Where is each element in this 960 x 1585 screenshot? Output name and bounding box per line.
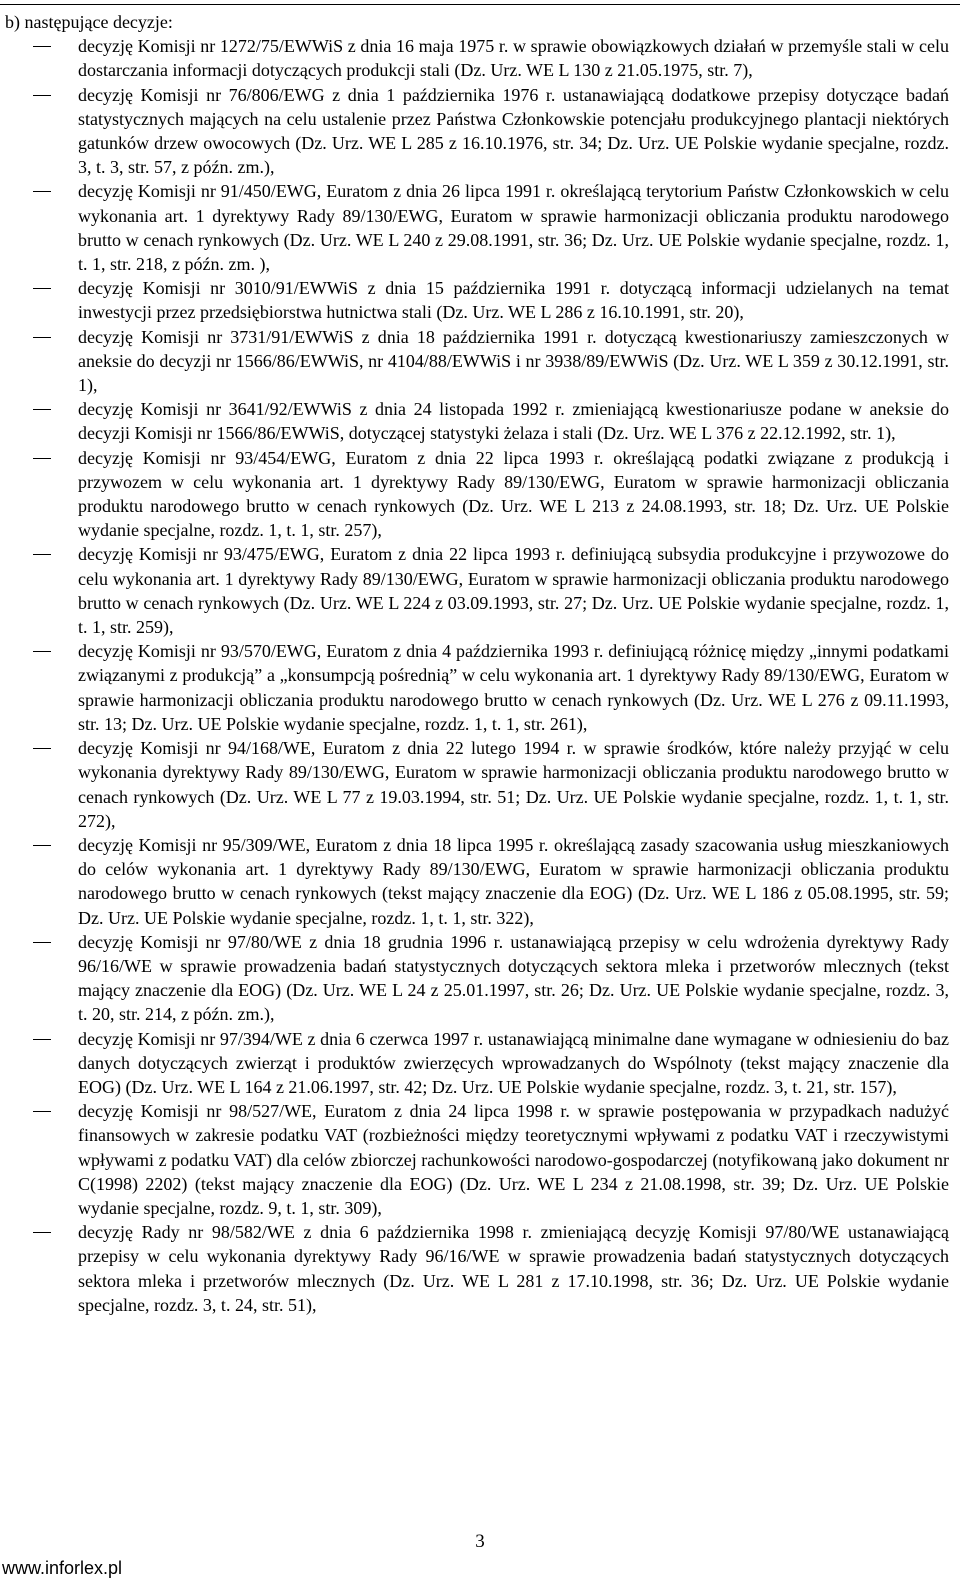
dash-bullet-icon — [33, 942, 51, 943]
list-item-text: decyzję Komisji nr 97/394/WE z dnia 6 czerwca 1997 r. ustanawiającą minimalne dane wymagane w odniesieniu do baz danych dotyczących zwierząt i produktów zwierzęcych wprowadzanych do Wspólnoty (tekst mający znaczenie dla EOG) (Dz. Urz. WE L 164 z 21.06.1997, str. 42; Dz. Urz. UE Polskie wydanie specjalne, rozdz. 3, t. 21, str. 157), — [78, 1028, 949, 1097]
dash-bullet-icon — [33, 845, 51, 846]
list-item — [5, 736, 949, 833]
list-item-text: decyzję Komisji nr 3731/91/EWWiS z dnia 18 października 1991 r. dotyczącą kwestionariuszy zamieszczonych w aneksie do decyzji nr 1566/86/EWWiS, nr 4104/88/EWWiS i nr 3938/89/EWWiS (Dz. Urz. WE L 359 z 30.12.1991, str. 1), — [78, 326, 949, 396]
footer-source-link[interactable]: www.inforlex.pl — [2, 1558, 123, 1578]
list-item-text: decyzję Komisji nr 91/450/EWG, Euratom z dnia 26 lipca 1991 r. określającą terytorium Państw Członkowskich w celu wykonania art. 1 dyrektywy Rady 89/130/EWG, Euratom w sprawie harmonizacji obliczania produktu narodowego brutto w cenach rynkowych (Dz. Urz. WE L 240 z 29.08.1991, str. 36; Dz. Urz. UE Polskie wydanie specjalne, rozdz. 1, t. 1, str. 218, z późn. zm. ), — [78, 181, 949, 275]
list-item — [5, 639, 949, 736]
top-divider — [0, 4, 960, 5]
dash-bullet-icon — [33, 651, 51, 652]
list-item — [5, 1220, 949, 1317]
list-item — [5, 833, 949, 930]
list-item-text: decyzję Komisji nr 76/806/EWG z dnia 1 października 1976 r. ustanawiającą dodatkowe przepisy dotyczące badań statystycznych mających na celu ustalenie przez Państwa Członkowskie potencjału produkcyjnego plantacji niektórych gatunków drzew owocowych (Dz. Urz. WE L 285 z 16.10.1976, str. 34; Dz. Urz. UE Polskie wydanie specjalne, rozdz. 3, t. 3, str. 57, z późn. zm.), — [78, 84, 949, 178]
dash-bullet-icon — [33, 458, 51, 459]
dash-bullet-icon — [33, 191, 51, 192]
list-item — [5, 34, 949, 82]
section-intro: b) następujące decyzje: — [5, 12, 173, 32]
document-body — [5, 10, 949, 1317]
list-item-text: decyzję Komisji nr 93/475/EWG, Euratom z dnia 22 lipca 1993 r. definiującą subsydia produkcyjne i przywozowe do celu wykonania art. 1 dyrektywy Rady 89/130/EWG, Euratom w sprawie harmonizacji obliczania produktu narodowego brutto w cenach rynkowych (Dz. Urz. WE L 224 z 03.09.1993, str. 27; Dz. Urz. UE Polskie wydanie specjalne, rozdz. 1, t. 1, str. 259), — [78, 544, 949, 638]
list-item — [5, 542, 949, 639]
dash-bullet-icon — [33, 1039, 51, 1040]
list-item-text: decyzję Komisji nr 93/454/EWG, Euratom z dnia 22 lipca 1993 r. określającą podatki związane z produkcją i przywozem w celu wykonania art. 1 dyrektywy Rady 89/130/EWG, Euratom w sprawie harmonizacji obliczania produktu narodowego brutto w cenach rynkowych (Dz. Urz. WE L 213 z 24.08.1993, str. 18; Dz. Urz. UE Polskie wydanie specjalne, rozdz. 1, t. 1, str. 257), — [78, 447, 949, 541]
dash-bullet-icon — [33, 554, 51, 555]
dash-bullet-icon — [33, 46, 51, 47]
list-item — [5, 179, 949, 276]
dash-bullet-icon — [33, 337, 51, 338]
dash-bullet-icon — [33, 288, 51, 289]
list-item-text: decyzję Komisji nr 1272/75/EWWiS z dnia 16 maja 1975 r. w sprawie obowiązkowych działań w przemyśle stali w celu dostarczania informacji dotyczących produkcji stali (Dz. Urz. WE L 130 z 21.05.1975, str. 7), — [78, 36, 949, 81]
list-item-text: decyzję Komisji nr 93/570/EWG, Euratom z dnia 4 października 1993 r. definiującą różnicę między „innymi podatkami związanymi z produkcją” a „konsumpcją pośrednią” w celu wykonania art. 1 dyrektywy Rady 89/130/EWG, Euratom w sprawie harmonizacji obliczania produktu narodowego brutto w cenach rynkowych (Dz. Urz. WE L 276 z 09.11.1993, str. 13; Dz. Urz. UE Polskie wydanie specjalne, rozdz. 1, t. 1, str. 261), — [78, 641, 949, 734]
list-item — [5, 325, 949, 398]
list-item — [5, 83, 949, 180]
list-item-text: decyzję Rady nr 98/582/WE z dnia 6 października 1998 r. zmieniającą decyzję Komisji 97/80/WE ustanawiającą przepisy w celu wykonania dyrektywy Rady 96/16/WE w sprawie prowadzenia badań statystycznych dotyczących sektora mleka i przetworów mlecznych (Dz. Urz. WE L 281 z 17.10.1998, str. 36; Dz. Urz. UE Polskie wydanie specjalne, rozdz. 3, t. 24, str. 51), — [78, 1222, 949, 1315]
list-item — [5, 397, 949, 445]
list-item — [5, 930, 949, 1027]
dash-bullet-icon — [33, 1232, 51, 1233]
list-item-text: decyzję Komisji nr 97/80/WE z dnia 18 grudnia 1996 r. ustanawiającą przepisy w celu wdrożenia dyrektywy Rady 96/16/WE w sprawie prowadzenia badań statystycznych dotyczących sektora mleka i przetworów mlecznych (tekst mający znaczenie dla EOG) (Dz. Urz. WE L 24 z 25.01.1997, str. 26; Dz. Urz. UE Polskie wydanie specjalne, rozdz. 3, t. 20, str. 214, z późn. zm.), — [78, 931, 949, 1025]
dash-bullet-icon — [33, 748, 51, 749]
list-item-text: decyzję Komisji nr 3010/91/EWWiS z dnia 15 października 1991 r. dotyczącą informacji udzielanych na temat inwestycji przez przedsiębiorstwa hutnictwa stali (Dz. Urz. WE L 286 z 16.10.1991, str. 20), — [78, 278, 949, 323]
list-item-text: decyzję Komisji nr 94/168/WE, Euratom z dnia 22 lutego 1994 r. w sprawie środków, które należy przyjąć w celu wykonania dyrektywy Rady 89/130/EWG, Euratom w sprawie harmonizacji obliczania produktu narodowego brutto w cenach rynkowych (Dz. Urz. WE L 77 z 19.03.1994, str. 51; Dz. Urz. UE Polskie wydanie specjalne, rozdz. 1, t. 1, str. 272), — [78, 738, 949, 831]
dash-bullet-icon — [33, 95, 51, 96]
list-item-text: decyzję Komisji nr 95/309/WE, Euratom z dnia 18 lipca 1995 r. określającą zasady szacowania usług mieszkaniowych do celów wykonania art. 1 dyrektywy Rady 89/130/EWG, Euratom w sprawie harmonizacji obliczania produktu narodowego brutto w cenach rynkowych (tekst mający znaczenie dla EOG) (Dz. Urz. WE L 186 z 05.08.1995, str. 59; Dz. Urz. UE Polskie wydanie specjalne, rozdz. 1, t. 1, str. 322), — [78, 834, 949, 928]
dash-bullet-icon — [33, 1111, 51, 1112]
list-item-text: decyzję Komisji nr 3641/92/EWWiS z dnia 24 listopada 1992 r. zmieniającą kwestionariusze podane w aneksie do decyzji Komisji nr 1566/86/EWWiS, dotyczącej statystyki żelaza i stali (Dz. Urz. WE L 376 z 22.12.1992, str. 1), — [78, 399, 949, 444]
dash-bullet-icon — [33, 409, 51, 410]
list-item — [5, 1099, 949, 1220]
decision-list — [5, 34, 949, 1317]
list-item-text: decyzję Komisji nr 98/527/WE, Euratom z dnia 24 lipca 1998 r. w sprawie postępowania w przypadkach nadużyć finansowych w zakresie podatku VAT (rozbieżności między teoretycznymi wpływami z podatku VAT i rzeczywistymi wpływami z podatku VAT) dla celów zbiorczej rachunkowości narodowo-gospodarczej (notyfikowaną jako dokument nr C(1998) 2202) (tekst mający znaczenie dla EOG) (Dz. Urz. WE L 234 z 21.08.1998, str. 39; Dz. Urz. UE Polskie wydanie specjalne, rozdz. 9, t. 1, str. 309), — [78, 1101, 949, 1218]
page-number: 3 — [475, 1531, 485, 1552]
list-item — [5, 446, 949, 543]
list-item — [5, 276, 949, 324]
list-item — [5, 1027, 949, 1100]
